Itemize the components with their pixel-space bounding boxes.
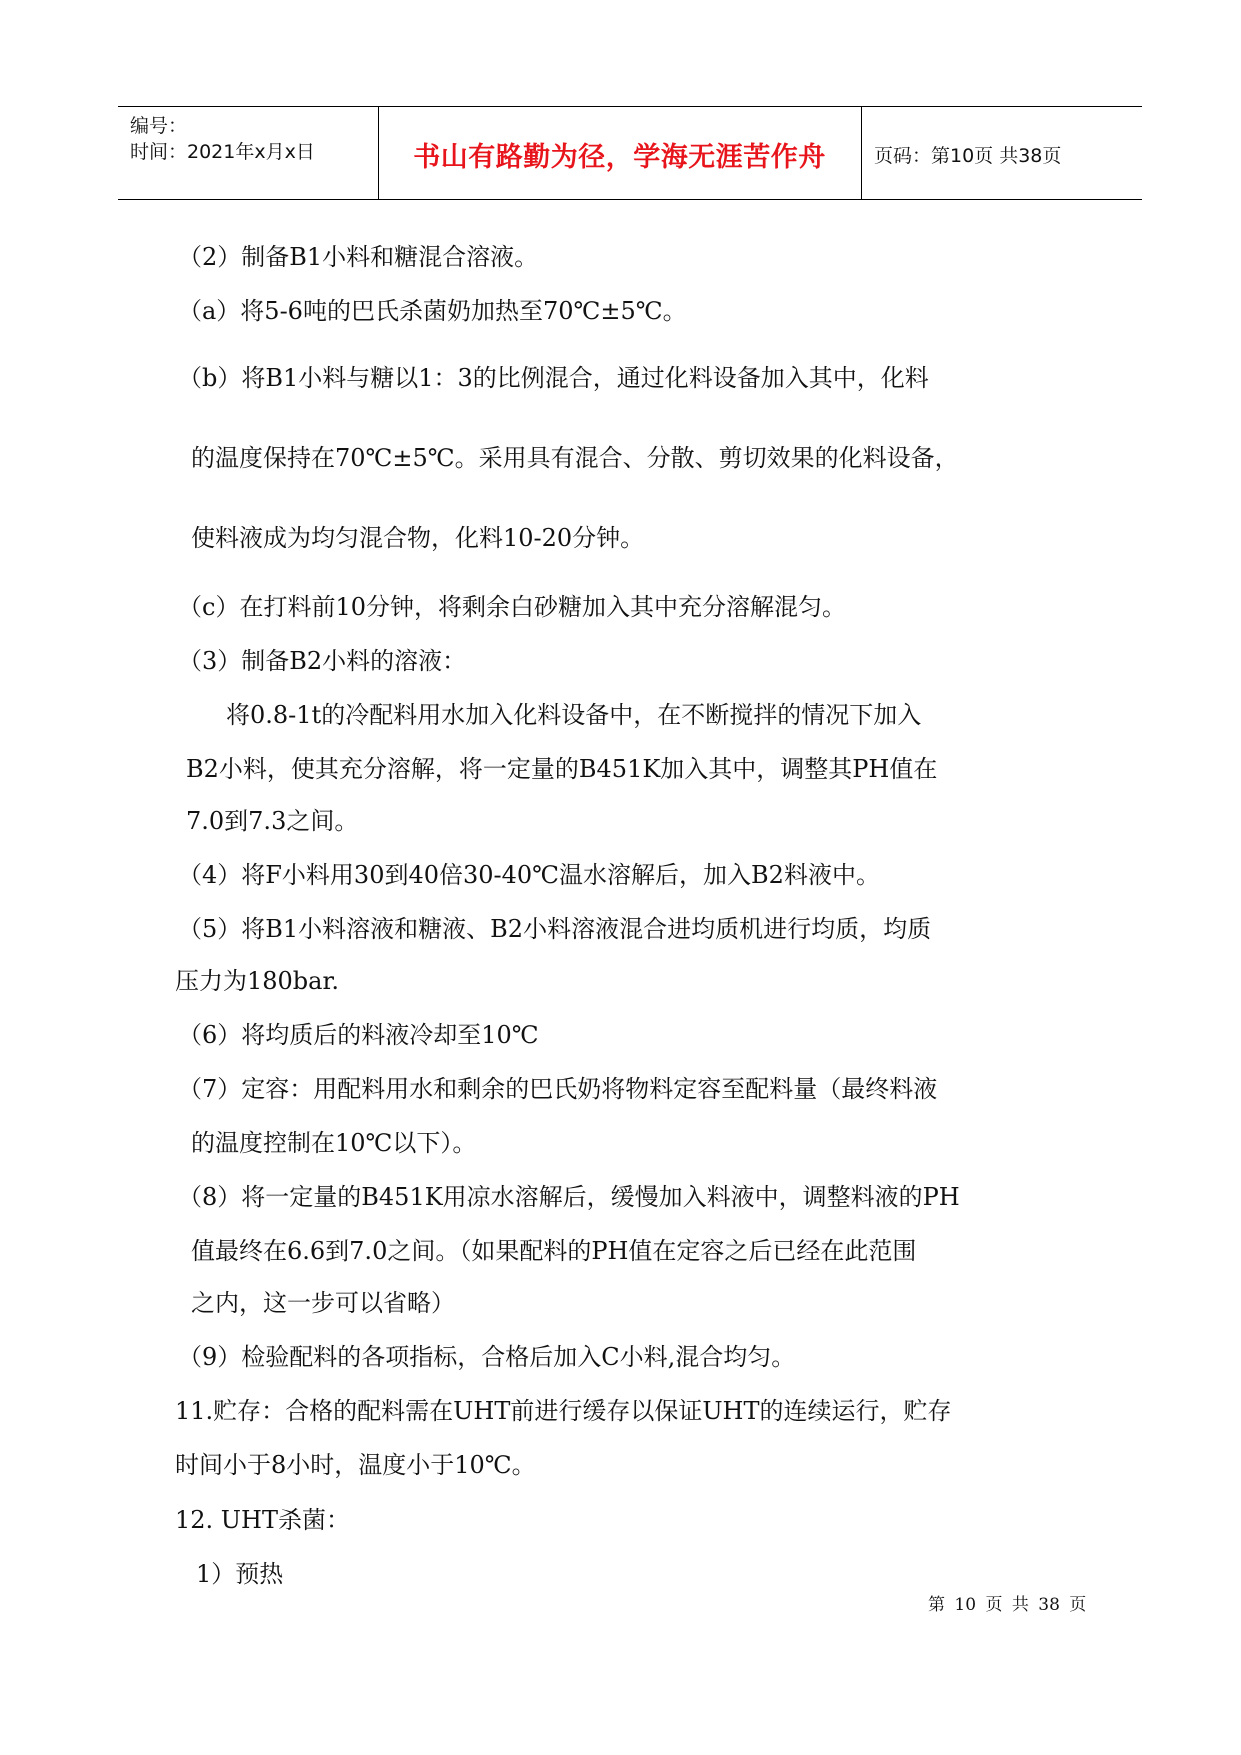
text-line: （2）制备B1小料和糖混合溶液。	[178, 243, 539, 271]
text-line: （a）将5-6吨的巴氏杀菌奶加热至70℃±5℃。	[178, 297, 687, 325]
text-line: 的温度保持在70℃±5℃。采用具有混合、分散、剪切效果的化料设备，	[191, 444, 959, 472]
text-line: 将0.8-1t的冷配料用水加入化料设备中，在不断搅拌的情况下加入	[226, 701, 922, 729]
text-line: 压力为180bar.	[175, 967, 339, 995]
text-line: （c）在打料前10分钟，将剩余白砂糖加入其中充分溶解混匀。	[178, 593, 846, 621]
text-line: 7.0到7.3之间。	[186, 807, 359, 835]
text-line: （b）将B1小料与糖以1：3的比例混合，通过化料设备加入其中，化料	[178, 364, 929, 392]
text-line: 之内，这一步可以省略）	[191, 1289, 455, 1317]
header-meta	[130, 113, 315, 165]
text-line: （6）将均质后的料液冷却至10℃	[178, 1021, 539, 1049]
text-line: 使料液成为均匀混合物，化料10-20分钟。	[191, 524, 645, 552]
text-line: （3）制备B2小料的溶液：	[178, 647, 467, 675]
text-line: （8）将一定量的B451K用凉水溶解后，缓慢加入料液中，调整料液的PH	[178, 1183, 960, 1211]
text-line: （5）将B1小料溶液和糖液、B2小料溶液混合进均质机进行均质，均质	[178, 915, 932, 943]
text-line: （7）定容：用配料用水和剩余的巴氏奶将物料定容至配料量（最终料液	[178, 1075, 938, 1103]
page-header	[118, 106, 1142, 200]
header-page-number: 页码：第10页 共38页	[874, 145, 1062, 167]
text-line: 的温度控制在10℃以下）。	[191, 1129, 477, 1157]
header-divider-right	[861, 107, 862, 199]
text-line: 11.贮存：合格的配料需在UHT前进行缓存以保证UHT的连续运行，贮存	[175, 1397, 952, 1425]
text-line: 12. UHT杀菌：	[175, 1506, 350, 1534]
header-motto: 书山有路勤为径，学海无涯苦作舟	[413, 142, 826, 173]
text-line: B2小料，使其充分溶解，将一定量的B451K加入其中，调整其PH值在	[186, 755, 938, 783]
text-line: （9）检验配料的各项指标，合格后加入C小料,混合均匀。	[178, 1343, 796, 1371]
text-line: 值最终在6.6到7.0之间。（如果配料的PH值在定容之后已经在此范围	[191, 1237, 917, 1265]
text-line: （4）将F小料用30到40倍30-40℃温水溶解后，加入B2料液中。	[178, 861, 880, 889]
text-line: 1）预热	[196, 1560, 284, 1588]
text-line: 时间小于8小时，温度小于10℃。	[175, 1451, 536, 1479]
document-time-label: 时间：2021年x月x日	[130, 141, 315, 163]
page-footer: 第 10 页 共 38 页	[928, 1595, 1087, 1615]
document-number-label: 编号：	[130, 115, 188, 137]
